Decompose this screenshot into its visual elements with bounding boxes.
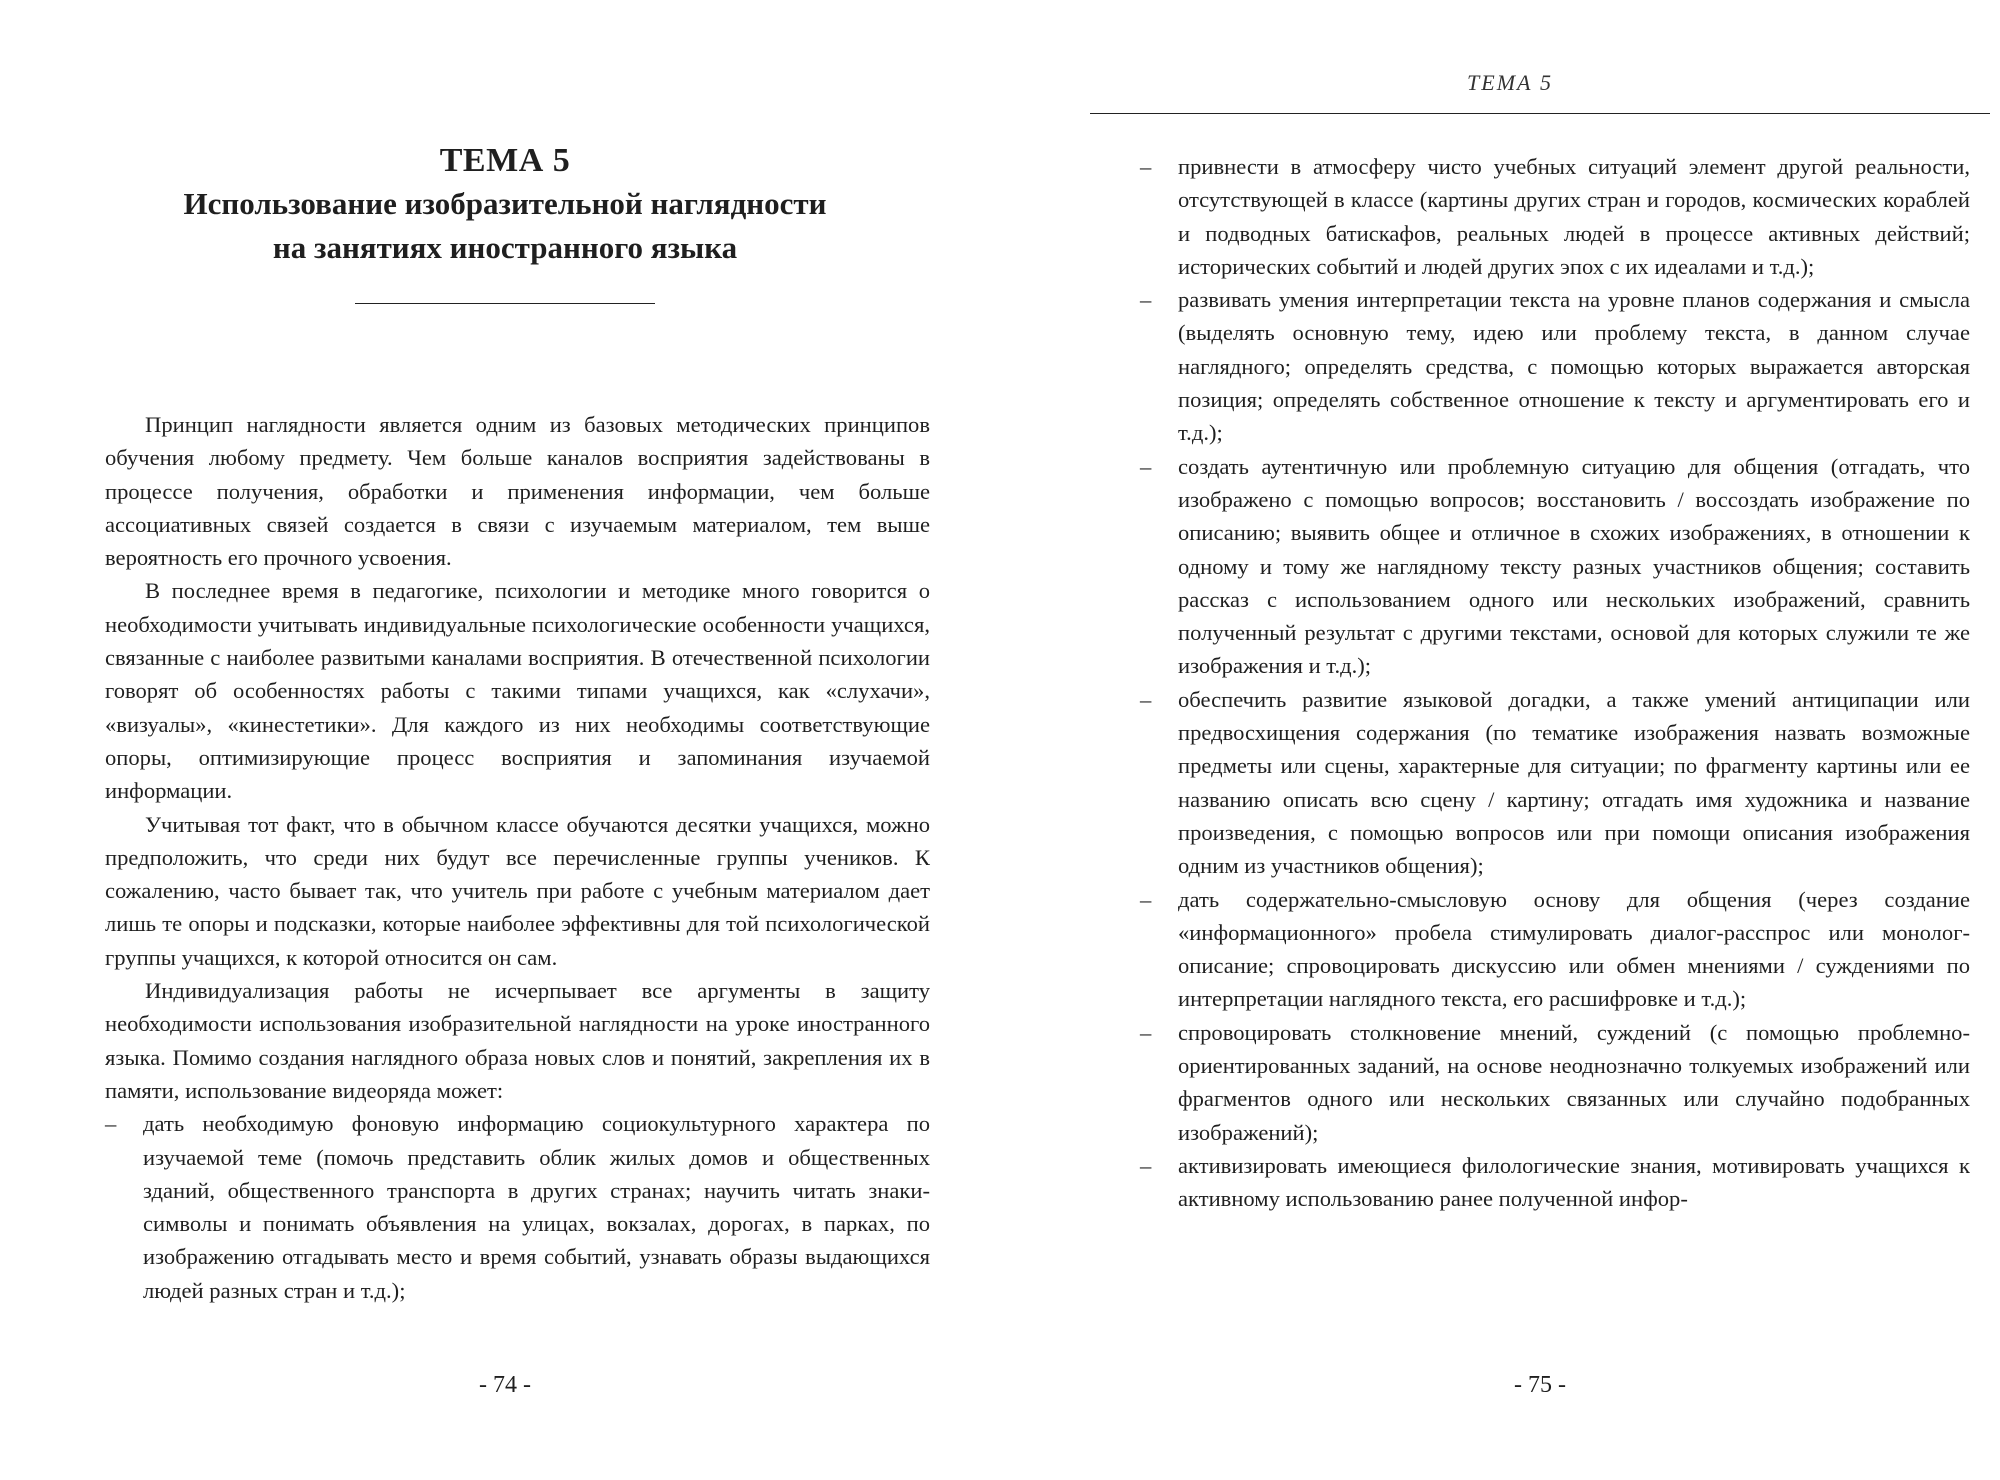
paragraph-4: Индивидуализация работы не исчерпывает все аргументы в защиту необходимости использования изобразительной наглядности на уроке иностранного языка. Помимо создания наглядного образа новых слов и понятий, закрепления их в памяти, использование видеоряда может: (105, 978, 930, 1103)
list-item: – спровоцировать столкновение мнений, суждений (с помощью проблемно-ориентированных заданий, на основе неоднозначно толкуемых изображений или фрагментов одного или нескольких связанных или случайно подобранных изображений); (1140, 1016, 1970, 1149)
right-page (1040, 0, 2000, 1480)
chapter-title-line-1: Использование изобразительной наглядности (183, 186, 827, 221)
list-item: – привнести в атмосферу чисто учебных ситуаций элемент другой реальности, отсутствующей в классе (картины других стран и городов, космических кораблей и подводных батискафов, реальных людей в процессе активных действий; исторических событий и людей других эпох с их идеалами и т.д.); (1140, 150, 1970, 283)
list-item: – создать аутентичную или проблемную ситуацию для общения (отгадать, что изображено с помощью вопросов; восстановить / воссоздать изображение по описанию; выявить общее и отличное в схожих изображениях, в отношении к одному и тому же наглядному тексту разных участников общения; составить рассказ с использованием одного или нескольких изображений, сравнить полученный результат с другими текстами, основой для которых служили те же изображения и т.д.); (1140, 450, 1970, 683)
header-rule (1090, 113, 1990, 114)
paragraph-3: Учитывая тот факт, что в обычном классе обучаются десятки учащихся, можно предположить, что среди них будут все перечисленные группы учеников. К сожалению, часто бывает так, что учитель при работе с учебным материалом дает лишь те опоры и подсказки, которые наиболее эффективны для той психологической группы учащихся, к которой относится он сам. (105, 811, 930, 970)
running-head: ТЕМА 5 (1467, 70, 1553, 95)
page-number-left: - 74 - (479, 1372, 531, 1398)
left-body-text (105, 408, 930, 1307)
page-number-right: - 75 - (1514, 1372, 1566, 1398)
chapter-number: ТЕМА 5 (439, 142, 571, 179)
list-item: – активизировать имеющиеся филологические знания, мотивировать учащихся к активному использованию ранее полученной инфор- (1140, 1149, 1970, 1216)
paragraph-2: В последнее время в педагогике, психологии и методике много говорится о необходимости учитывать индивидуальные психологические особенности учащихся, связанные с наиболее развитыми каналами восприятия. В отечественной психологии говорят об особенностях работы с такими типами учащихся, как «слухачи», «визуалы», «кинестетики». Для каждого из них необходимы соответствующие опоры, оптимизирующие процесс восприятия и запоминания изучаемой информации. (105, 578, 930, 804)
title-divider (355, 303, 655, 304)
list-item: – обеспечить развитие языковой догадки, а также умений антиципации или предвосхищения содержания (по тематике изображения назвать возможные предметы или сцены, характерные для ситуации; по фрагменту картины или ее названию описать всю сцену / картину; отгадать имя художника и название произведения, с помощью вопросов или при помощи описания изображения одним из участников общения); (1140, 683, 1970, 883)
right-body-text (1140, 150, 1970, 1216)
list-item: – дать содержательно-смысловую основу для общения (через создание «информационного» пробела стимулировать диалог-расспрос или монолог-описание; спровоцировать дискуссию или обмен мнениями / суждениями по интерпретации наглядного текста, его расшифровке и т.д.); (1140, 883, 1970, 1016)
right-list (1140, 150, 1970, 1216)
paragraph-1: Принцип наглядности является одним из базовых методических принципов обучения любому предмету. Чем больше каналов восприятия задействованы в процессе получения, обработки и применения информации, чем больше ассоциативных связей создается в связи с изучаемым материалом, тем выше вероятность его прочного усвоения. (105, 412, 930, 571)
chapter-title-line-2: на занятиях иностранного языка (272, 230, 738, 265)
chapter-heading (90, 140, 920, 270)
list-item: – развивать умения интерпретации текста на уровне планов содержания и смысла (выделять основную тему, идею или проблему текста, в данном случае наглядного; определять средства, с помощью которых выражается авторская позиция; определять собственное отношение к тексту и аргументировать его и т.д.); (1140, 283, 1970, 449)
left-list (105, 1107, 930, 1307)
list-item: – дать необходимую фоновую информацию социокультурного характера по изучаемой теме (помочь представить облик жилых домов и общественных зданий, общественного транспорта в других странах; научить читать знаки-символы и понимать объявления на улицах, вокзалах, дорогах, в парках, по изображению отгадывать место и время событий, узнавать образы выдающихся людей разных стран и т.д.); (105, 1107, 930, 1307)
